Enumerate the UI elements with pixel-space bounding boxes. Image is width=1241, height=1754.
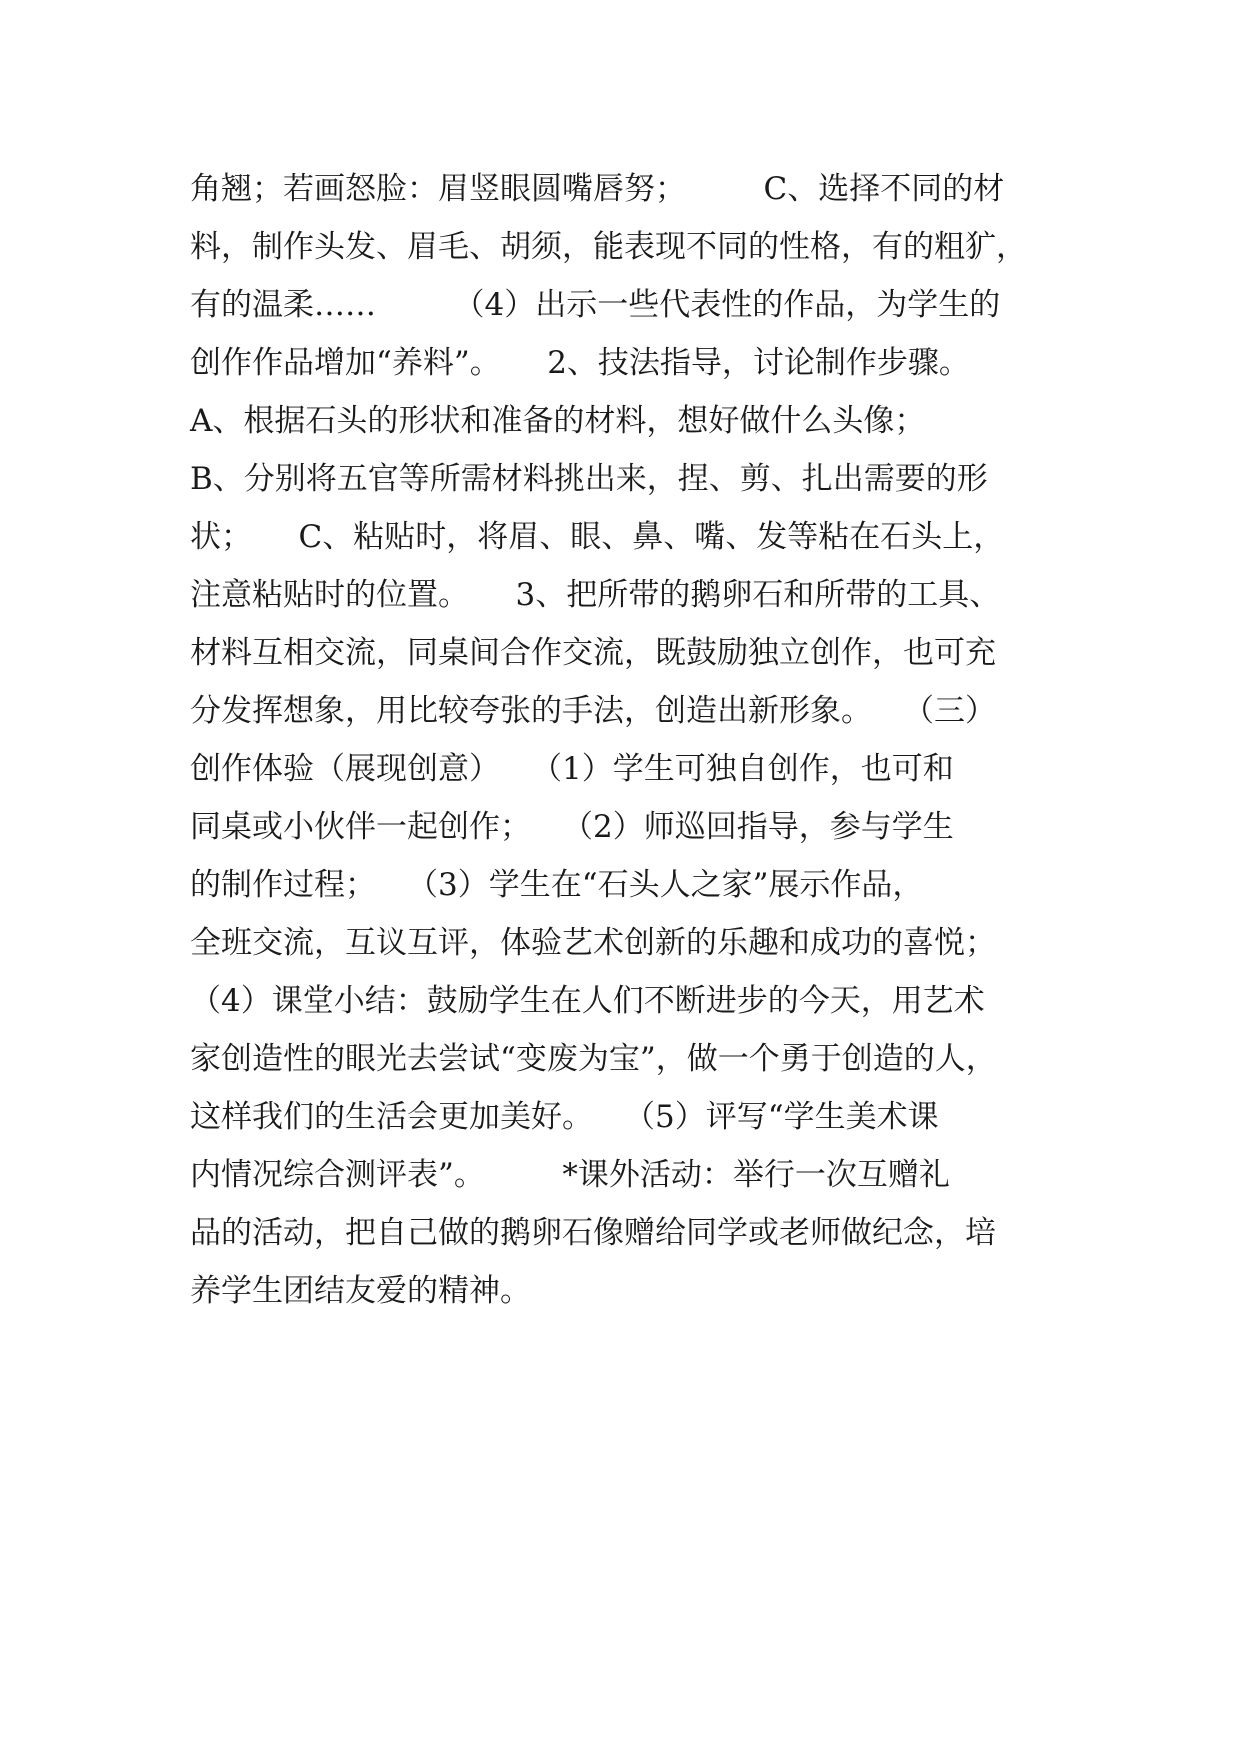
text-line-20: 养学生团结友爱的精神。 xyxy=(190,1273,531,1309)
text-line-16: 家创造性的眼光去尝试“变废为宝”，做一个勇于创造的人， xyxy=(190,1041,997,1077)
text-line-1: 角翘；若画怒脸：眉竖眼圆嘴唇努； C、选择不同的材 xyxy=(190,171,1005,207)
text-line-5: A、根据石头的形状和准备的材料，想好做什么头像； xyxy=(190,403,926,439)
text-line-11: 创作体验（展现创意） （1）学生可独自创作，也可和 xyxy=(190,751,954,787)
text-line-9: 材料互相交流，同桌间合作交流，既鼓励独立创作，也可充 xyxy=(190,635,996,671)
text-line-8: 注意粘贴时的位置。 3、把所带的鹅卵石和所带的工具、 xyxy=(190,577,1001,613)
text-line-18: 内情况综合测评表”。 *课外活动：举行一次互赠礼 xyxy=(190,1157,950,1193)
text-line-17: 这样我们的生活会更加美好。 （5）评写“学生美术课 xyxy=(190,1099,939,1135)
text-line-14: 全班交流，互议互评，体验艺术创新的乐趣和成功的喜悦； xyxy=(190,925,996,961)
text-line-15: （4）课堂小结：鼓励学生在人们不断进步的今天，用艺术 xyxy=(190,983,985,1019)
text-line-2: 料，制作头发、眉毛、胡须，能表现不同的性格，有的粗犷， xyxy=(190,229,1027,265)
text-line-4: 创作作品增加“养料”。 2、技法指导，讨论制作步骤。 xyxy=(190,345,970,381)
text-line-3: 有的温柔…… （4）出示一些代表性的作品，为学生的 xyxy=(190,287,1001,323)
text-line-19: 品的活动，把自己做的鹅卵石像赠给同学或老师做纪念，培 xyxy=(190,1215,996,1251)
text-line-7: 状； C、粘贴时，将眉、眼、鼻、嘴、发等粘在石头上， xyxy=(190,519,1005,555)
text-line-12: 同桌或小伙伴一起创作； （2）师巡回指导，参与学生 xyxy=(190,809,954,845)
text-line-10: 分发挥想象，用比较夸张的手法，创造出新形象。 （三） xyxy=(190,693,996,729)
text-line-6: B、分别将五官等所需材料挑出来，捏、剪、扎出需要的形 xyxy=(190,461,988,497)
body-text xyxy=(190,160,1070,1320)
text-line-13: 的制作过程； （3）学生在“石头人之家”展示作品， xyxy=(190,867,924,903)
